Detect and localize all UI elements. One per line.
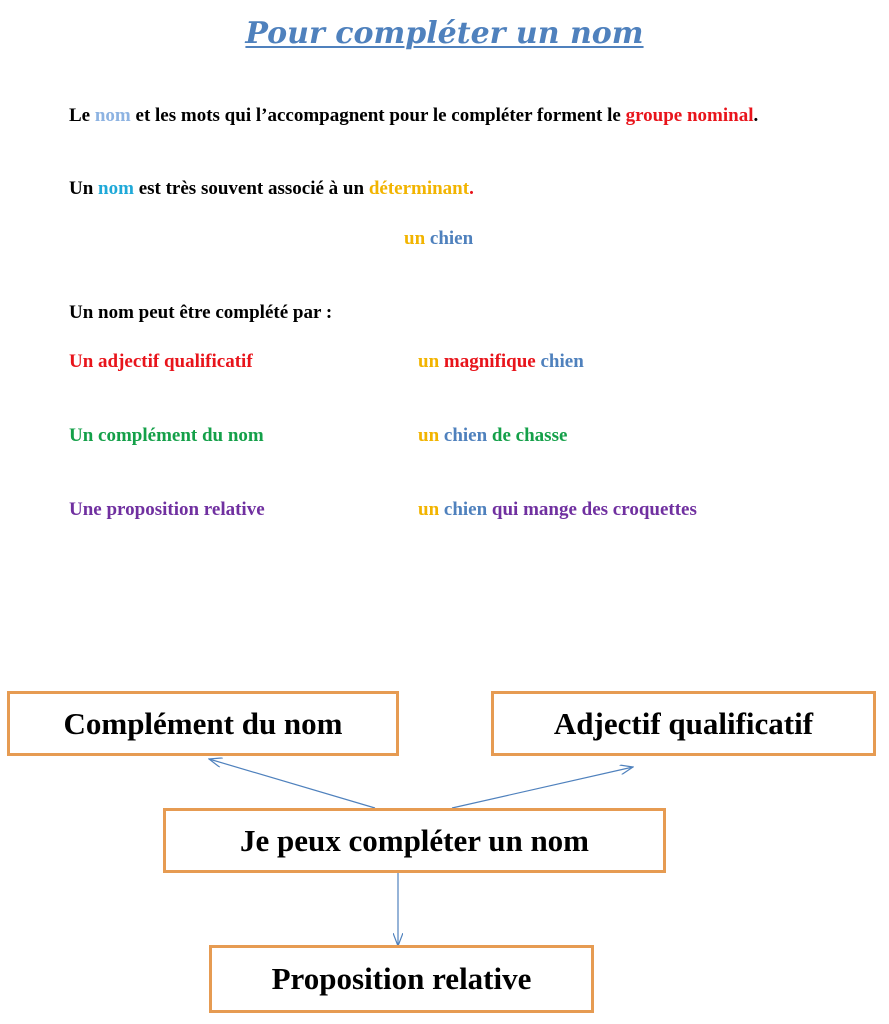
text-le: Le <box>69 105 95 126</box>
example-complement-text: de chasse <box>491 425 568 446</box>
box-je-peux-completer: Je peux compléter un nom <box>163 808 666 873</box>
word-nom: nom <box>94 105 131 126</box>
label-complement: Un complément du nom <box>69 425 264 446</box>
box-proposition-relative: Proposition relative <box>209 945 594 1013</box>
example-adj: magnifique <box>443 351 536 372</box>
text-period: . <box>753 105 759 126</box>
example-relative-text: qui mange des croquettes <box>491 499 697 520</box>
example-noun: chien <box>540 351 584 372</box>
label-adjectif: Un adjectif qualificatif <box>69 351 253 372</box>
text-middle: est très souvent associé à un <box>133 178 369 199</box>
text-period: . <box>469 178 474 199</box>
page-title: Pour compléter un nom <box>245 16 644 51</box>
word-nom: nom <box>98 178 134 199</box>
example-noun: chien <box>443 425 488 446</box>
example-det: un <box>404 228 426 249</box>
arrow-to-adjectif <box>452 767 633 808</box>
box-complement-du-nom: Complément du nom <box>7 691 399 756</box>
example-det: un <box>418 351 440 372</box>
intro-completions: Un nom peut être complété par : <box>69 302 333 323</box>
word-determinant: déterminant <box>368 178 470 199</box>
example-det: un <box>418 425 440 446</box>
example-det: un <box>418 499 440 520</box>
text-middle: et les mots qui l’accompagnent pour le compléter forment le <box>130 105 626 126</box>
example-noun: chien <box>429 228 474 249</box>
arrow-to-complement <box>209 759 375 808</box>
box-adjectif-qualificatif: Adjectif qualificatif <box>491 691 876 756</box>
example-noun: chien <box>443 499 488 520</box>
word-groupe-nominal: groupe nominal <box>625 105 754 126</box>
label-relative: Une proposition relative <box>69 499 265 520</box>
text-un: Un <box>69 178 99 199</box>
